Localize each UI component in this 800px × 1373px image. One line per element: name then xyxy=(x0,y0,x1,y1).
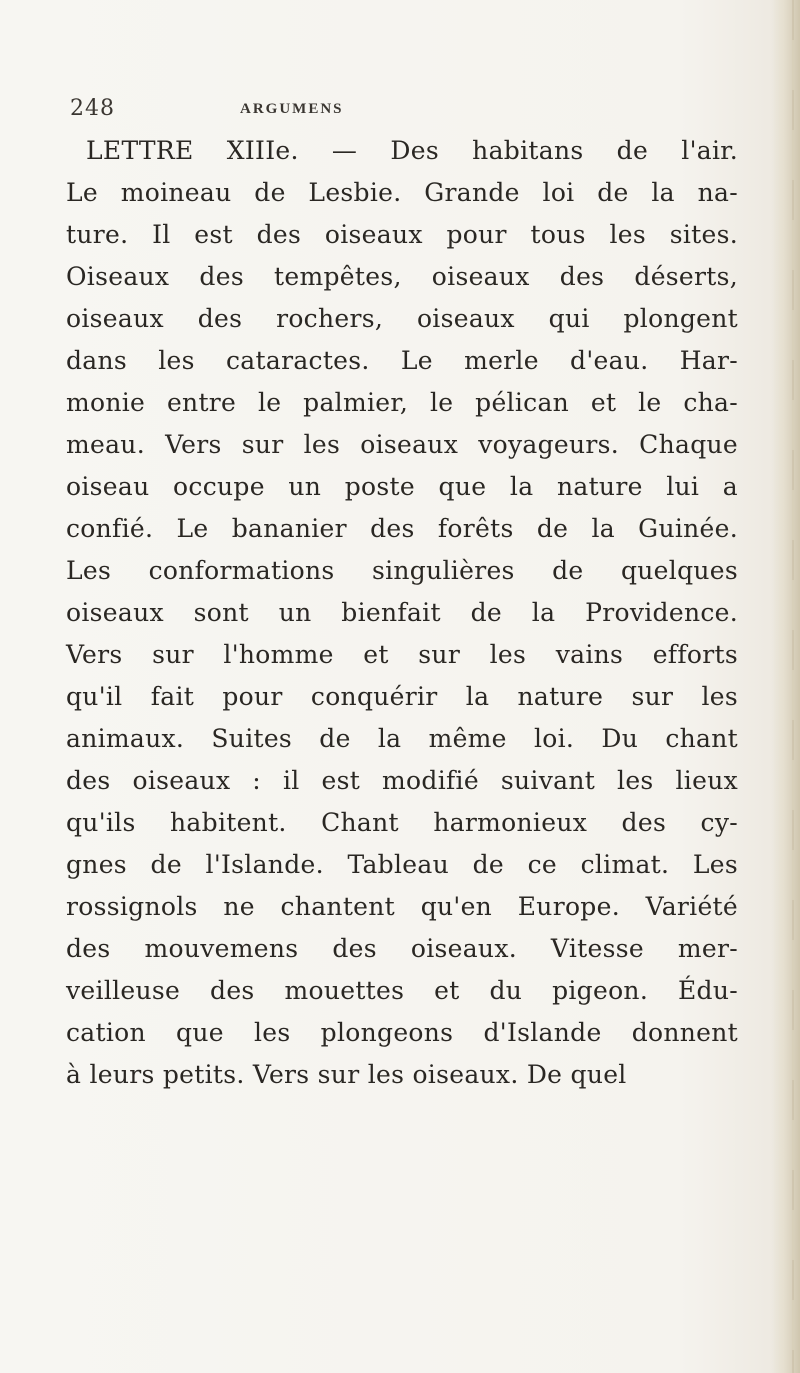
text-line: qu'il fait pour conquérir la nature sur les xyxy=(66,682,738,711)
text-line: LETTRE XIIIe. — Des habitans de l'air. xyxy=(86,136,738,165)
text-line: confié. Le bananier des forêts de la Guinée. xyxy=(66,514,738,543)
page-number: 248 xyxy=(70,96,115,121)
text-line: Vers sur l'homme et sur les vains efforts xyxy=(66,640,738,669)
page-edge xyxy=(772,0,800,1373)
text-line: à leurs petits. Vers sur les oiseaux. De quel xyxy=(66,1060,627,1089)
text-line: cation que les plongeons d'Islande donnent xyxy=(66,1018,738,1047)
text-line: qu'ils habitent. Chant harmonieux des cy- xyxy=(66,808,738,837)
text-line: oiseau occupe un poste que la nature lui a xyxy=(66,472,738,501)
text-line: monie entre le palmier, le pélican et le cha- xyxy=(66,388,738,417)
text-line: animaux. Suites de la même loi. Du chant xyxy=(66,724,738,753)
text-line: dans les cataractes. Le merle d'eau. Har- xyxy=(66,346,738,375)
text-line: meau. Vers sur les oiseaux voyageurs. Chaque xyxy=(66,430,738,459)
text-line: des mouvemens des oiseaux. Vitesse mer- xyxy=(66,934,738,963)
text-line: Les conformations singulières de quelques xyxy=(66,556,738,585)
text-line: gnes de l'Islande. Tableau de ce climat. Les xyxy=(66,850,738,879)
text-line: rossignols ne chantent qu'en Europe. Variété xyxy=(66,892,738,921)
text-line: Oiseaux des tempêtes, oiseaux des déserts, xyxy=(66,262,738,291)
page-header xyxy=(70,96,710,122)
text-line: oiseaux sont un bienfait de la Providence. xyxy=(66,598,738,627)
summary-paragraph xyxy=(66,130,738,1096)
text-line: ture. Il est des oiseaux pour tous les sites. xyxy=(66,220,738,249)
text-line: oiseaux des rochers, oiseaux qui plongent xyxy=(66,304,738,333)
running-head: ARGUMENS xyxy=(240,101,344,117)
text-line: veilleuse des mouettes et du pigeon. Édu- xyxy=(66,976,738,1005)
text-line: des oiseaux : il est modifié suivant les lieux xyxy=(66,766,738,795)
text-line: Le moineau de Lesbie. Grande loi de la na- xyxy=(66,178,738,207)
